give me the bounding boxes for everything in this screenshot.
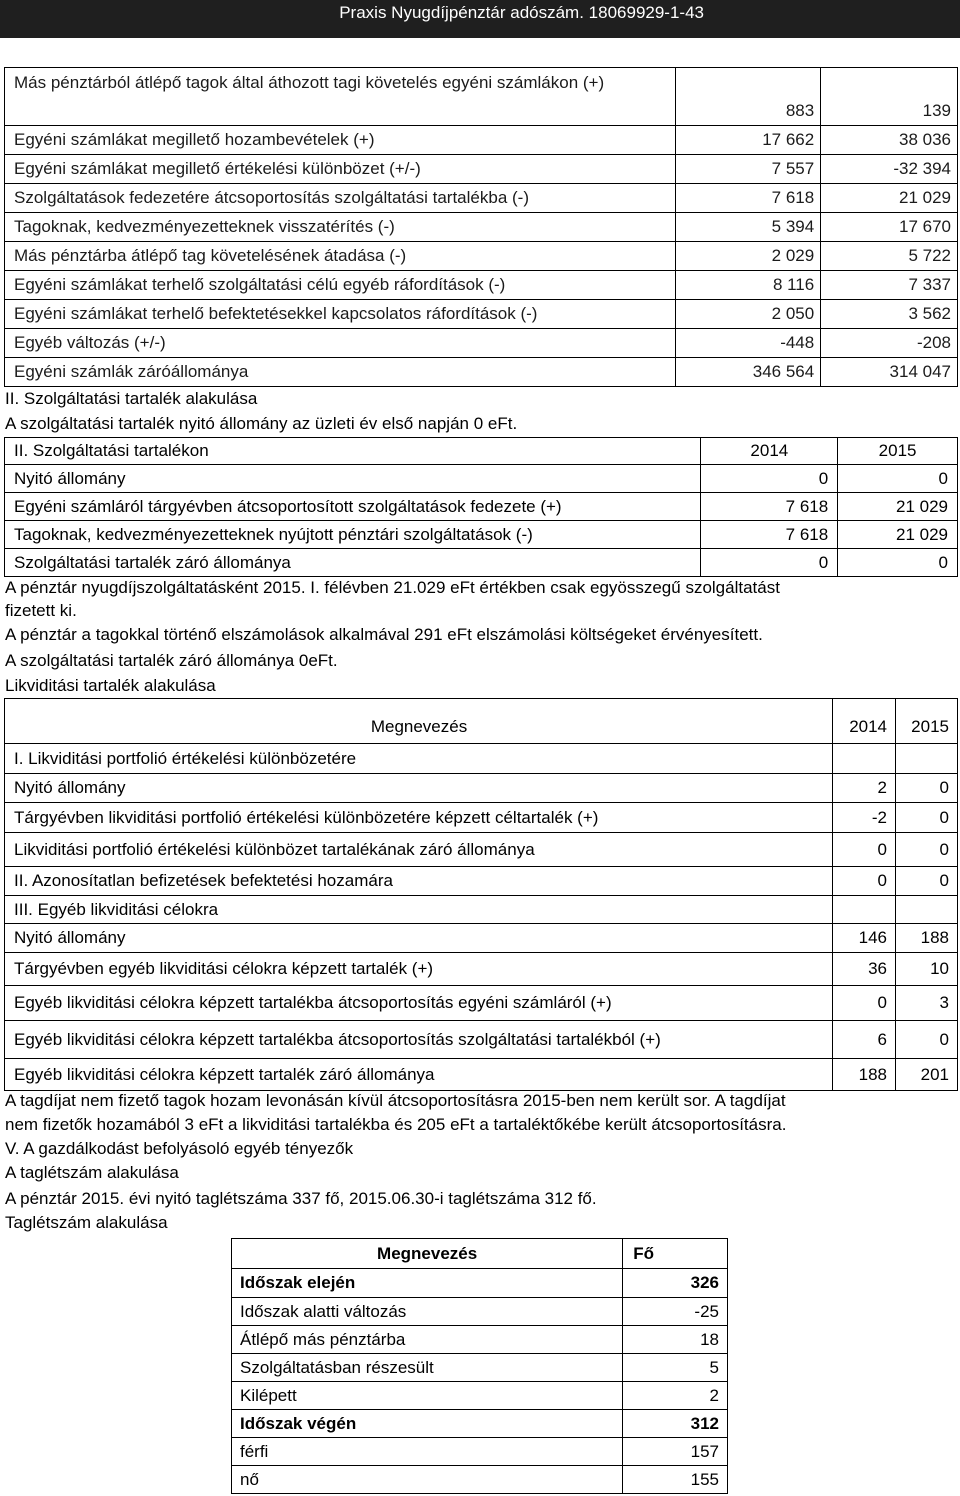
- table-row: [5, 242, 958, 271]
- value-2015: 3: [896, 986, 958, 1021]
- value-2014: -448: [676, 329, 821, 358]
- section-heading: A taglétszám alakulása: [5, 1163, 179, 1182]
- header-label: Megnevezés: [5, 699, 833, 744]
- value-2014: 2: [833, 774, 896, 803]
- table-row: [5, 271, 958, 300]
- row-label: Egyéb likviditási célokra képzett tartalékba átcsoportosítás egyéni számláról (+): [5, 986, 833, 1021]
- table-row: [5, 549, 958, 577]
- row-label: Egyéb likviditási célokra képzett tartalékba átcsoportosítás szolgáltatási tartalékból (+): [5, 1021, 833, 1059]
- value-2015: 21 029: [821, 184, 958, 213]
- row-value: 18: [623, 1326, 728, 1354]
- table-row: [5, 803, 958, 833]
- row-label: Más pénztárból átlépő tagok által áthozott tagi követelés egyéni számlákon (+): [5, 68, 676, 126]
- row-label: Kilépett: [232, 1382, 623, 1410]
- row-value: 312: [623, 1410, 728, 1438]
- table-row: [5, 126, 958, 155]
- row-label: Átlépő más pénztárba: [232, 1326, 623, 1354]
- value-2014: 5 394: [676, 213, 821, 242]
- paragraph-line: fizetett ki.: [5, 601, 77, 620]
- value-2015: [896, 744, 958, 774]
- table-row: [5, 1059, 958, 1091]
- value-2014: 0: [833, 833, 896, 867]
- value-2014: 2 029: [676, 242, 821, 271]
- value-2014: 6: [833, 1021, 896, 1059]
- row-label: Egyéni számlákat terhelő befektetésekkel kapcsolatos ráfordítások (-): [5, 300, 676, 329]
- row-label: Szolgáltatási tartalék záró állománya: [5, 549, 701, 577]
- row-label: Tagoknak, kedvezményezetteknek nyújtott pénztári szolgáltatások (-): [5, 521, 701, 549]
- paragraph-line: A pénztár a tagokkal történő elszámolások alkalmával 291 eFt elszámolási költségeket érvényesített.: [5, 625, 763, 644]
- row-value: 2: [623, 1382, 728, 1410]
- value-2015: 0: [896, 867, 958, 896]
- row-label: Likviditási portfolió értékelési különbözet tartalékának záró állománya: [5, 833, 833, 867]
- table-row: [5, 867, 958, 896]
- page-header: Praxis Nyugdíjpénztár adószám. 18069929-1-43: [0, 0, 960, 38]
- row-label: Egyéni számláról tárgyévben átcsoportosított szolgáltatások fedezete (+): [5, 493, 701, 521]
- table-row: [5, 184, 958, 213]
- row-label: Egyéb változás (+/-): [5, 329, 676, 358]
- value-2015: 7 337: [821, 271, 958, 300]
- table-row: [5, 833, 958, 867]
- row-value: -25: [623, 1298, 728, 1326]
- value-2014: 0: [701, 465, 838, 493]
- row-label: Egyéni számlákat megillető hozambevételek (+): [5, 126, 676, 155]
- value-2014: [833, 896, 896, 924]
- row-label: II. Azonosítatlan befizetések befektetési hozamára: [5, 867, 833, 896]
- membership-table: [231, 1238, 728, 1494]
- value-2015: 0: [896, 803, 958, 833]
- table-header-row: [5, 438, 958, 465]
- row-label: Tárgyévben likviditási portfolió értékelési különbözetére képzett céltartalék (+): [5, 803, 833, 833]
- row-label: Egyéb likviditási célokra képzett tartalék záró állománya: [5, 1059, 833, 1091]
- value-2015: 139: [821, 68, 958, 126]
- paragraph-line: A tagdíjat nem fizető tagok hozam levonásán kívül átcsoportosításra 2015-ben nem került sor. A tagdíjat: [5, 1091, 786, 1110]
- value-2015: 0: [896, 774, 958, 803]
- table-row: [5, 953, 958, 986]
- table-row: [5, 924, 958, 953]
- value-2014: 346 564: [676, 358, 821, 387]
- row-label: férfi: [232, 1438, 623, 1466]
- table-row: [232, 1466, 728, 1494]
- header-2015: 2015: [896, 699, 958, 744]
- row-label: Más pénztárba átlépő tag követelésének átadása (-): [5, 242, 676, 271]
- header-2015: 2015: [838, 438, 958, 465]
- section-heading: Taglétszám alakulása: [5, 1213, 168, 1232]
- table-row: [5, 493, 958, 521]
- table-row: [232, 1410, 728, 1438]
- paragraph-line: A pénztár 2015. évi nyitó taglétszáma 337 fő, 2015.06.30-i taglétszáma 312 fő.: [5, 1189, 597, 1208]
- table-row: [232, 1354, 728, 1382]
- individual-accounts-table: [4, 67, 958, 387]
- value-2014: 17 662: [676, 126, 821, 155]
- row-label: Tárgyévben egyéb likviditási célokra képzett tartalék (+): [5, 953, 833, 986]
- value-2015: -208: [821, 329, 958, 358]
- value-2014: -2: [833, 803, 896, 833]
- row-label: Nyitó állomány: [5, 465, 701, 493]
- paragraph-line: A szolgáltatási tartalék záró állománya 0eFt.: [5, 651, 338, 670]
- value-2015: 0: [838, 465, 958, 493]
- value-2014: 0: [833, 986, 896, 1021]
- header-value: Fő: [623, 1239, 728, 1269]
- value-2015: 201: [896, 1059, 958, 1091]
- value-2015: [896, 896, 958, 924]
- section-heading: Likviditási tartalék alakulása: [5, 676, 216, 695]
- row-label: Szolgáltatásban részesült: [232, 1354, 623, 1382]
- row-label: Időszak végén: [232, 1410, 623, 1438]
- header-label: Megnevezés: [232, 1239, 623, 1269]
- row-label: Nyitó állomány: [5, 924, 833, 953]
- table-row: [5, 300, 958, 329]
- row-value: 326: [623, 1269, 728, 1298]
- row-value: 157: [623, 1438, 728, 1466]
- value-2015: 314 047: [821, 358, 958, 387]
- value-2015: -32 394: [821, 155, 958, 184]
- value-2014: 7 618: [701, 521, 838, 549]
- value-2015: 10: [896, 953, 958, 986]
- value-2014: 7 618: [676, 184, 821, 213]
- section-heading: II. Szolgáltatási tartalék alakulása: [5, 389, 258, 408]
- section-note: A szolgáltatási tartalék nyitó állomány az üzleti év első napján 0 eFt.: [5, 414, 518, 433]
- liquidity-reserve-table: [4, 698, 958, 1091]
- table-row: [5, 213, 958, 242]
- value-2014: 7 618: [701, 493, 838, 521]
- table-row: [232, 1326, 728, 1354]
- table-row: [232, 1269, 728, 1298]
- table-row: [232, 1438, 728, 1466]
- row-label: Tagoknak, kedvezményezetteknek visszatérítés (-): [5, 213, 676, 242]
- row-label: Egyéni számlák záróállománya: [5, 358, 676, 387]
- row-label: Szolgáltatások fedezetére átcsoportosítás szolgáltatási tartalékba (-): [5, 184, 676, 213]
- row-label: Nyitó állomány: [5, 774, 833, 803]
- value-2015: 0: [896, 1021, 958, 1059]
- value-2015: 21 029: [838, 521, 958, 549]
- value-2014: 146: [833, 924, 896, 953]
- section-heading: V. A gazdálkodást befolyásoló egyéb tényezők: [5, 1139, 354, 1158]
- header-label: II. Szolgáltatási tartalékon: [5, 438, 701, 465]
- row-label: nő: [232, 1466, 623, 1494]
- table-row: [232, 1298, 728, 1326]
- value-2014: 188: [833, 1059, 896, 1091]
- table-row: [5, 465, 958, 493]
- value-2015: 0: [838, 549, 958, 577]
- table-row: [5, 329, 958, 358]
- table-row: [5, 744, 958, 774]
- value-2015: 188: [896, 924, 958, 953]
- row-label: I. Likviditási portfolió értékelési különbözetére: [5, 744, 833, 774]
- table-row: [232, 1382, 728, 1410]
- value-2014: 36: [833, 953, 896, 986]
- value-2014: 2 050: [676, 300, 821, 329]
- value-2014: 0: [833, 867, 896, 896]
- header-2014: 2014: [701, 438, 838, 465]
- value-2015: 3 562: [821, 300, 958, 329]
- value-2015: 21 029: [838, 493, 958, 521]
- row-label: Egyéni számlákat megillető értékelési különbözet (+/-): [5, 155, 676, 184]
- value-2014: 0: [701, 549, 838, 577]
- row-label: Időszak elején: [232, 1269, 623, 1298]
- value-2014: [833, 744, 896, 774]
- value-2015: 17 670: [821, 213, 958, 242]
- row-value: 155: [623, 1466, 728, 1494]
- service-reserve-table: [4, 437, 958, 577]
- table-row: [5, 986, 958, 1021]
- table-row: [5, 155, 958, 184]
- value-2015: 0: [896, 833, 958, 867]
- row-label: III. Egyéb likviditási célokra: [5, 896, 833, 924]
- table-row: [5, 521, 958, 549]
- table-header-row: [232, 1239, 728, 1269]
- row-label: Egyéni számlákat terhelő szolgáltatási célú egyéb ráfordítások (-): [5, 271, 676, 300]
- paragraph-line: nem fizetők hozamából 3 eFt a likviditási tartalékba és 205 eFt a tartaléktőkébe került átcsoportosításra.: [5, 1115, 787, 1134]
- value-2015: 5 722: [821, 242, 958, 271]
- paragraph-line: A pénztár nyugdíjszolgáltatásként 2015. I. félévben 21.029 eFt értékben csak egyösszegű szolgáltatást: [5, 578, 780, 597]
- table-header-row: [5, 699, 958, 744]
- table-row: [5, 358, 958, 387]
- value-2014: 883: [676, 68, 821, 126]
- table-row: [5, 896, 958, 924]
- table-row: [5, 68, 958, 126]
- row-label: Időszak alatti változás: [232, 1298, 623, 1326]
- table-row: [5, 1021, 958, 1059]
- value-2014: 7 557: [676, 155, 821, 184]
- value-2014: 8 116: [676, 271, 821, 300]
- value-2015: 38 036: [821, 126, 958, 155]
- table-row: [5, 774, 958, 803]
- header-2014: 2014: [833, 699, 896, 744]
- row-value: 5: [623, 1354, 728, 1382]
